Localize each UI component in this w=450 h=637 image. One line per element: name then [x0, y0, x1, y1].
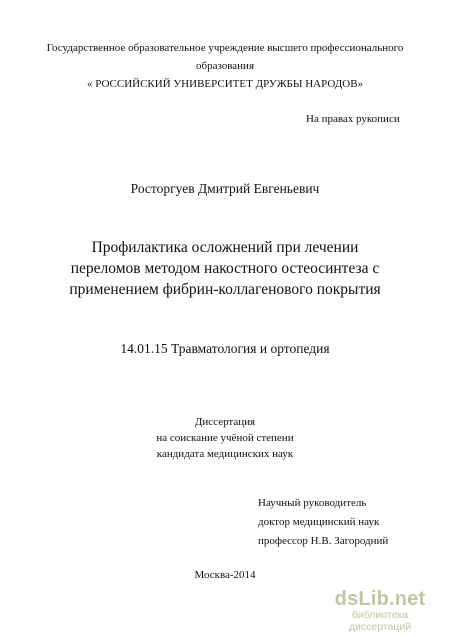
title-line: Профилактика осложнений при лечении [91, 239, 359, 256]
dissertation-title [0, 237, 450, 300]
supervisor-degree: доктор медицинский наук [258, 516, 380, 528]
watermark-subtitle: библиотека диссертаций [348, 609, 412, 633]
rights-note: На правах рукописи [306, 113, 400, 125]
supervisor-name: профессор Н.В. Загородний [258, 535, 389, 547]
dissertation-type-line: Диссертация [194, 416, 256, 428]
place-year: Москва-2014 [194, 569, 256, 581]
degree-field-line: кандидата медицинских наук [156, 448, 294, 460]
supervisor-label: Научный руководитель [258, 497, 367, 509]
title-line: переломов методом накостного остеосинтеза с [70, 260, 380, 277]
watermark [320, 588, 440, 633]
watermark-logo: dsLib.net [334, 588, 426, 610]
degree-line: на соискание учёной степени [156, 432, 294, 444]
title-line: применением фибрин-коллагенового покрытия [69, 281, 381, 298]
university-name: « РОССИЙСКИЙ УНИВЕРСИТЕТ ДРУЖБЫ НАРОДОВ» [86, 78, 364, 90]
author-name: Росторгуев Дмитрий Евгеньевич [130, 181, 320, 196]
institution-line-1: Государственное образовательное учреждение высшего профессионального [46, 42, 404, 54]
institution-line-2: образования [195, 60, 255, 72]
specialty: 14.01.15 Травматология и ортопедия [120, 341, 330, 356]
